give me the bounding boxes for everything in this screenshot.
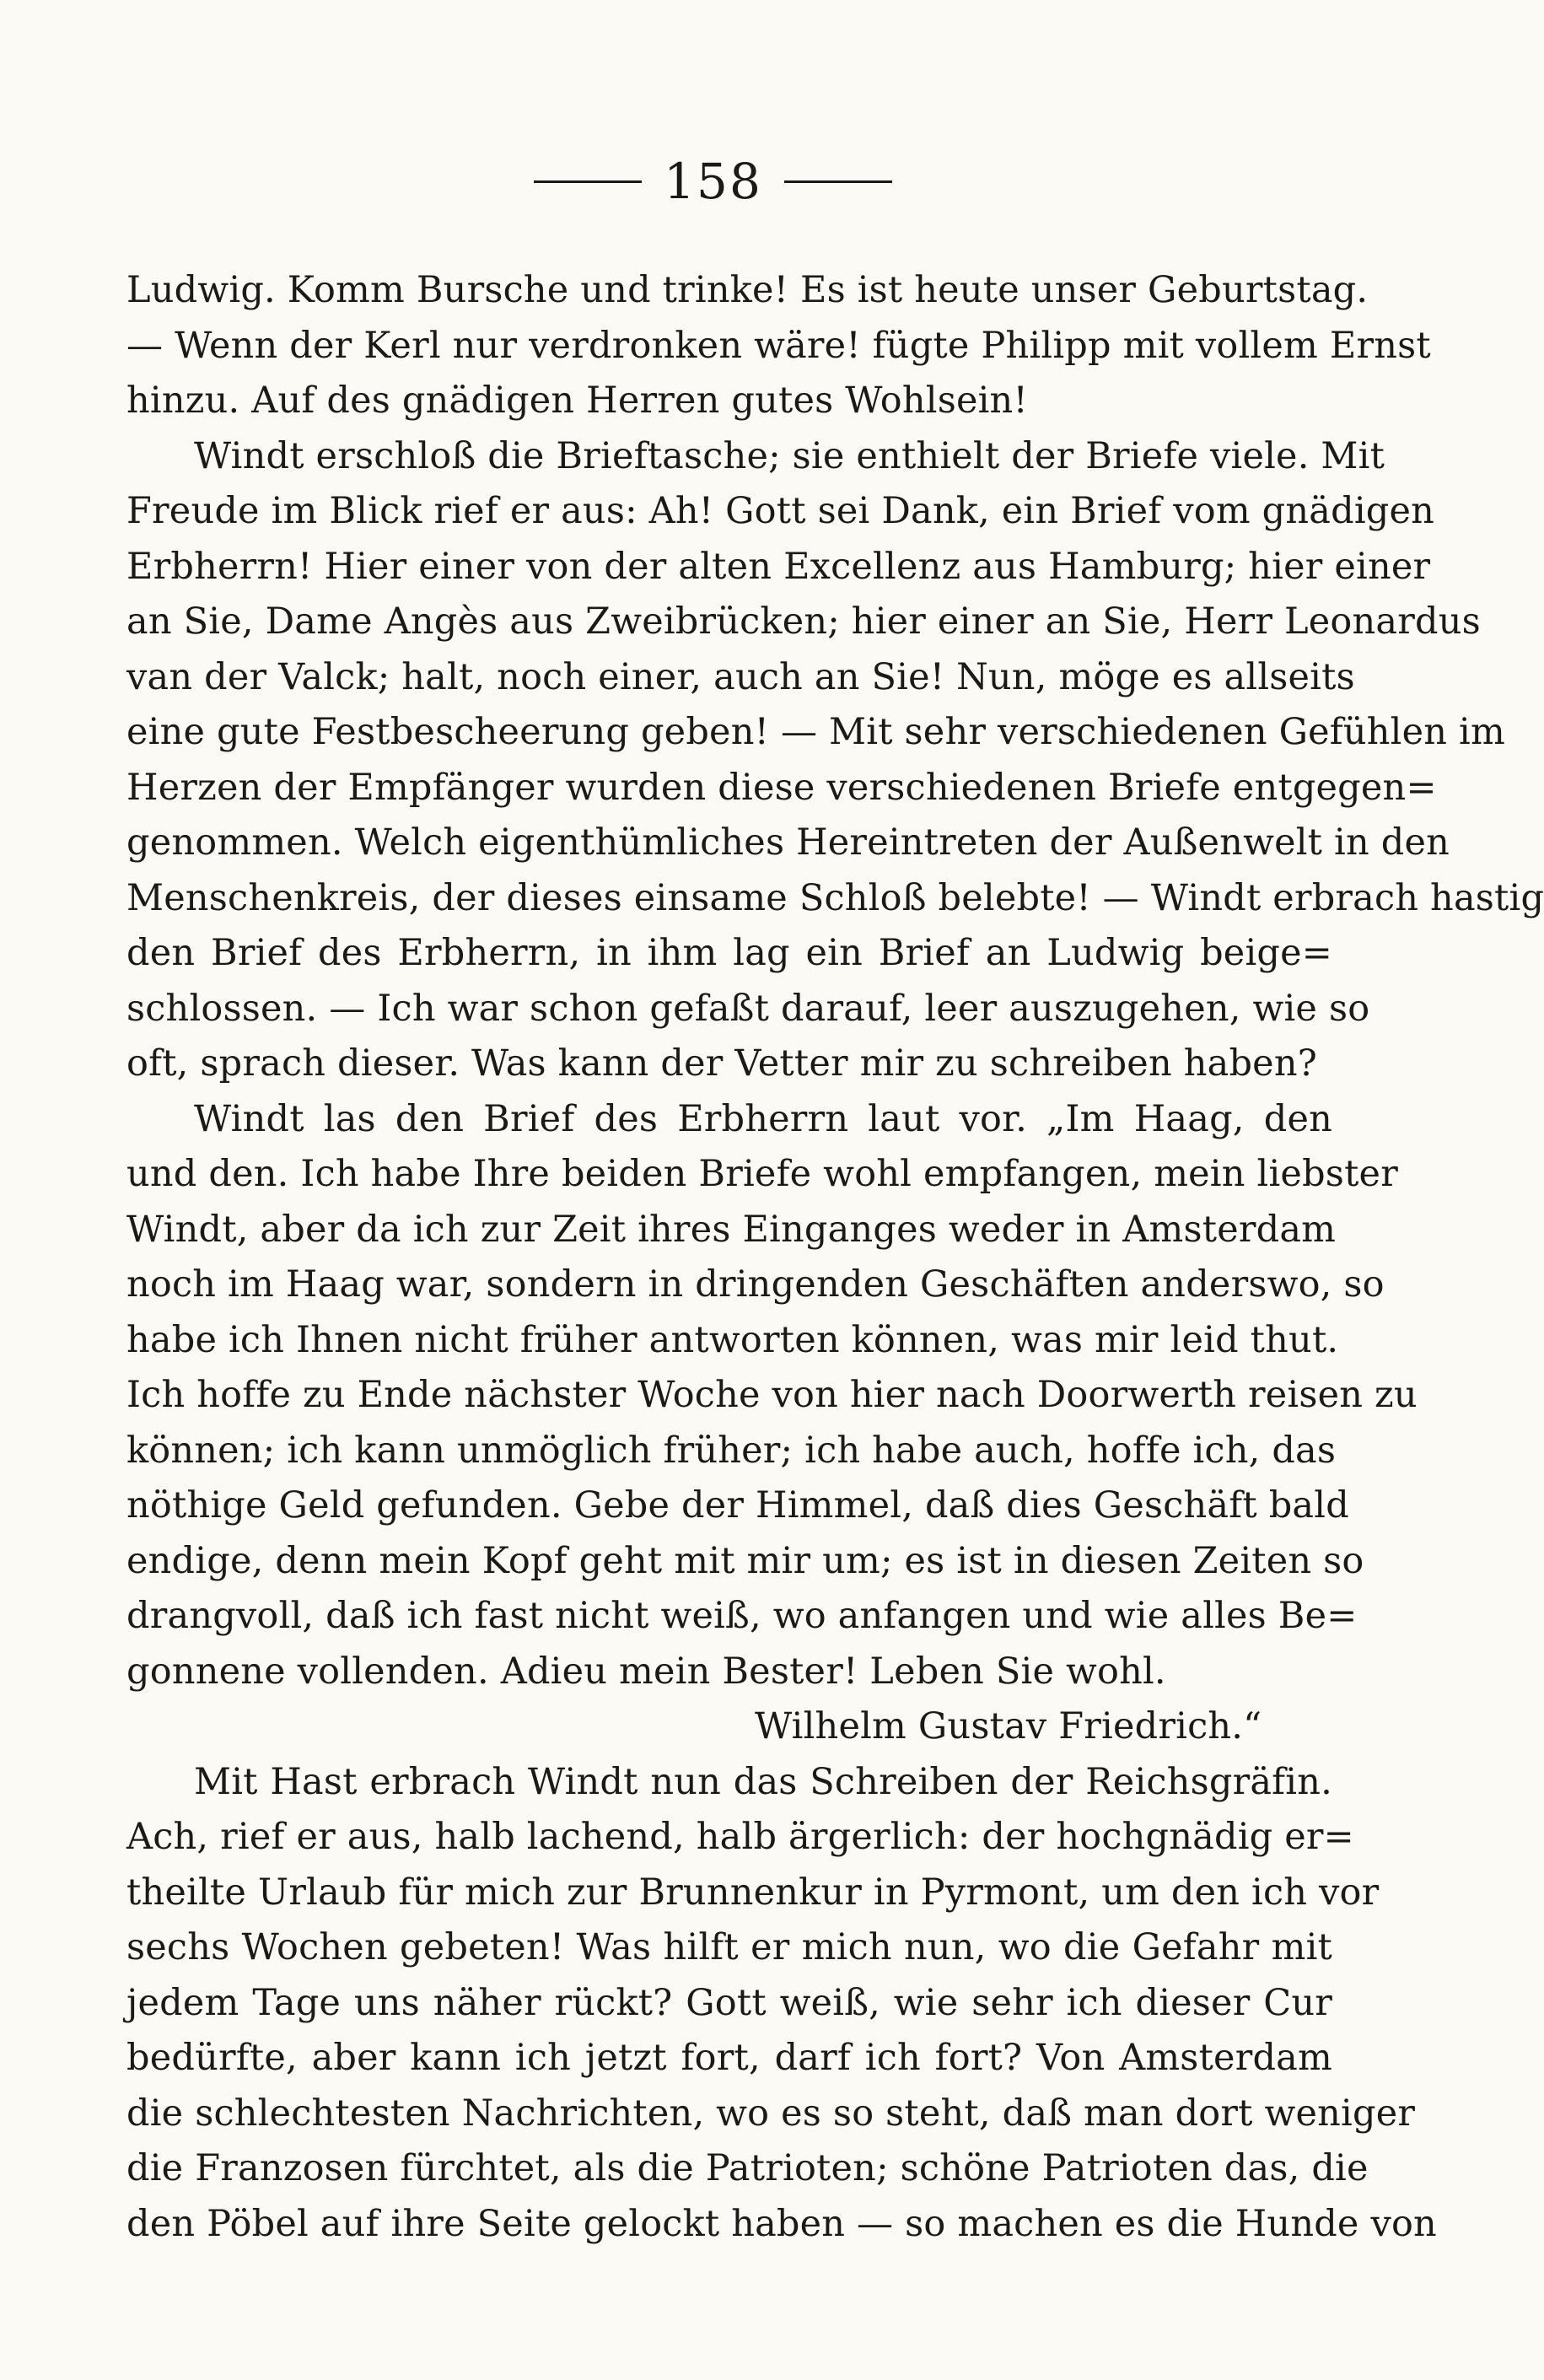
text-line: jedem Tage uns näher rückt? Gott weiß, wie sehr ich dieser Cur xyxy=(126,1981,1332,2024)
header-rule-right xyxy=(784,180,892,183)
text-line: oft, sprach dieser. Was kann der Vetter mir zu schreiben haben? xyxy=(126,1042,1317,1085)
text-line: Windt erschloß die Brieftasche; sie enthielt der Briefe viele. Mit xyxy=(194,434,1385,477)
text-line: Erbherrn! Hier einer von der alten Excellenz aus Hamburg; hier einer xyxy=(126,545,1431,588)
text-line: Ludwig. Komm Bursche und trinke! Es ist heute unser Geburtstag. xyxy=(126,269,1369,311)
text-line: noch im Haag war, sondern in dringenden Geschäften anderswo, so xyxy=(126,1263,1385,1306)
text-line: nöthige Geld gefunden. Gebe der Himmel, daß dies Geschäft bald xyxy=(126,1484,1349,1527)
text-line: sechs Wochen gebeten! Was hilft er mich nun, wo die Gefahr mit xyxy=(126,1926,1332,1968)
text-line: endige, denn mein Kopf geht mit mir um; es ist in diesen Zeiten so xyxy=(126,1539,1364,1582)
text-line: genommen. Welch eigenthümliches Hereintreten der Außenwelt in den xyxy=(126,821,1450,864)
text-line: schlossen. — Ich war schon gefaßt darauf, leer auszugehen, wie so xyxy=(126,987,1370,1030)
text-line: — Wenn der Kerl nur verdronken wäre! fügte Philipp mit vollem Ernst xyxy=(126,324,1431,367)
header-rule-left xyxy=(534,180,642,183)
text-line: hinzu. Auf des gnädigen Herren gutes Wohlsein! xyxy=(126,380,1028,422)
text-line: gonnene vollenden. Adieu mein Bester! Leben Sie wohl. xyxy=(126,1650,1166,1693)
text-line: an Sie, Dame Angès aus Zweibrücken; hier einer an Sie, Herr Leonardus xyxy=(126,600,1481,643)
text-line: Freude im Blick rief er aus: Ah! Gott sei Dank, ein Brief vom gnädigen xyxy=(126,490,1435,532)
letter-signature: Wilhelm Gustav Friedrich.“ xyxy=(755,1705,1262,1747)
text-line: bedürfte, aber kann ich jetzt fort, darf ich fort? Von Amsterdam xyxy=(126,2037,1332,2079)
body-text xyxy=(126,263,1544,2252)
text-line: van der Valck; halt, noch einer, auch an Sie! Nun, möge es allseits xyxy=(126,655,1355,698)
text-line: Mit Hast erbrach Windt nun das Schreiben der Reichsgräfin. xyxy=(194,1760,1332,1803)
page-number: 158 xyxy=(664,153,762,210)
text-line: Ach, rief er aus, halb lachend, halb ärgerlich: der hochgnädig er= xyxy=(126,1816,1354,1858)
text-line: Herzen der Empfänger wurden diese verschiedenen Briefe entgegen= xyxy=(126,766,1437,809)
text-line: Menschenkreis, der dieses einsame Schloß belebte! — Windt erbrach hastig xyxy=(126,876,1544,919)
text-line: drangvoll, daß ich fast nicht weiß, wo anfangen und wie alles Be= xyxy=(126,1595,1358,1637)
text-line: habe ich Ihnen nicht früher antworten können, was mir leid thut. xyxy=(126,1318,1339,1361)
text-line: theilte Urlaub für mich zur Brunnenkur in Pyrmont, um den ich vor xyxy=(126,1871,1380,1914)
text-line: den Brief des Erbherrn, in ihm lag ein Brief an Ludwig beige= xyxy=(126,932,1332,974)
text-line: können; ich kann unmöglich früher; ich habe auch, hoffe ich, das xyxy=(126,1429,1337,1472)
text-line: Windt las den Brief des Erbherrn laut vor. „Im Haag, den xyxy=(194,1097,1332,1140)
text-line: und den. Ich habe Ihre beiden Briefe wohl empfangen, mein liebster xyxy=(126,1153,1398,1195)
page-header xyxy=(0,143,1426,219)
text-line: Ich hoffe zu Ende nächster Woche von hier nach Doorwerth reisen zu xyxy=(126,1374,1418,1416)
text-line: eine gute Festbescheerung geben! — Mit sehr verschiedenen Gefühlen im xyxy=(126,711,1505,753)
text-line: Windt, aber da ich zur Zeit ihres Einganges weder in Amsterdam xyxy=(126,1208,1337,1251)
text-line: den Pöbel auf ihre Seite gelockt haben — so machen es die Hunde von xyxy=(126,2202,1437,2245)
text-line: die Franzosen fürchtet, als die Patrioten; schöne Patrioten das, die xyxy=(126,2147,1369,2189)
text-line: die schlechtesten Nachrichten, wo es so steht, daß man dort weniger xyxy=(126,2092,1416,2135)
